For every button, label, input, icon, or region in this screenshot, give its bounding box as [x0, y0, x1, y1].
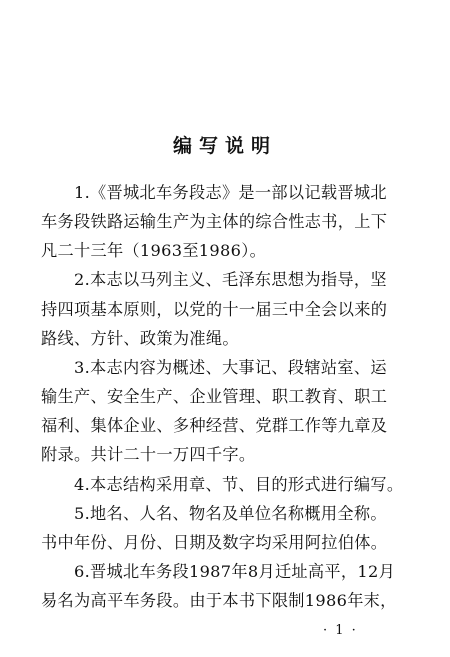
- paragraph-3-line-2: 输生产、安全生产、企业管理、职工教育、职工: [41, 387, 388, 406]
- paragraph-2-line-2: 持四项基本原则，以党的十一届三中全会以来的: [41, 300, 388, 319]
- page-title: 编写说明: [172, 135, 277, 157]
- paragraph-3-line-3: 福利、集体企业、多种经营、党群工作等九章及: [41, 416, 388, 435]
- paragraph-3-line-4: 附录。共计二十一万四千字。: [41, 445, 256, 464]
- paragraph-5-line-2: 书中年份、月份、日期及数字均采用阿拉伯体。: [41, 533, 388, 552]
- page-number: · 1 ·: [323, 623, 358, 638]
- paragraph-3-line-1: 3.本志内容为概述、大事记、段辖站室、运: [74, 358, 387, 377]
- paragraph-1-line-1: 1.《晋城北车务段志》是一部以记载晋城北: [74, 183, 387, 202]
- paragraph-5-line-1: 5.地名、人名、物名及单位名称概用全称。: [74, 504, 387, 523]
- paragraph-1-line-3: 凡二十三年（1963至1986）。: [41, 241, 267, 260]
- paragraph-6-line-1: 6.晋城北车务段1987年8月迁址高平，12月: [74, 562, 396, 581]
- paragraph-2-line-1: 2.本志以马列主义、毛泽东思想为指导，坚: [74, 270, 387, 289]
- paragraph-4-line-1: 4.本志结构采用章、节、目的形式进行编写。: [74, 475, 404, 494]
- paragraph-2-line-3: 路线、方针、政策为准绳。: [41, 329, 239, 348]
- paragraph-1-line-2: 车务段铁路运输生产为主体的综合性志书，上下: [41, 212, 388, 231]
- paragraph-6-line-2: 易名为高平车务段。由于本书下限制1986年末，: [41, 591, 397, 610]
